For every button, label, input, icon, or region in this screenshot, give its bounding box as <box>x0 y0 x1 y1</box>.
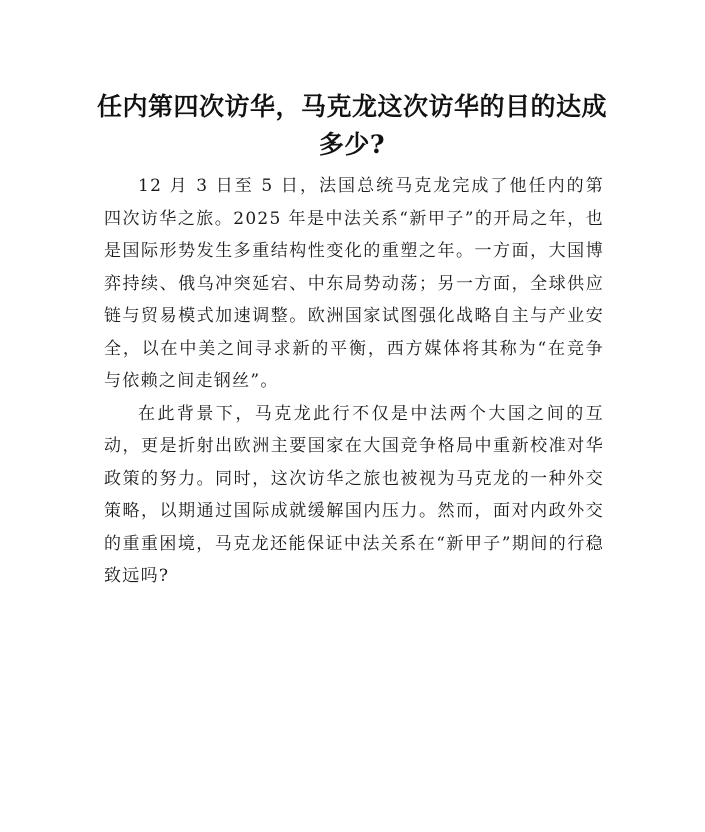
article-title: 任内第四次访华，马克龙这次访华的目的达成多少? <box>96 92 607 159</box>
article-paragraph-1: 12 月 3 日至 5 日，法国总统马克龙完成了他任内的第四次访华之旅。2025 年是中法关系“新甲子”的开局之年，也是国际形势发生多重结构性变化的重塑之年。一方面，大国博弈持续、俄乌冲突延宕、中东局势动荡；另一方面，全球供应链与贸易模式加速调整。欧洲国家试图强化战略自主与产业安全，以在中美之间寻求新的平衡，西方媒体将其称为“在竞争与依赖之间走钢丝”。 <box>104 176 604 391</box>
article-body <box>104 170 604 593</box>
article-paragraph-2: 在此背景下，马克龙此行不仅是中法两个大国之间的互动，更是折射出欧洲主要国家在大国竞争格局中重新校准对华政策的努力。同时，这次访华之旅也被视为马克龙的一种外交策略，以期通过国际成就缓解国内压力。然而，面对内政外交的重重困境，马克龙还能保证中法关系在“新甲子”期间的行稳致远吗? <box>104 403 604 586</box>
